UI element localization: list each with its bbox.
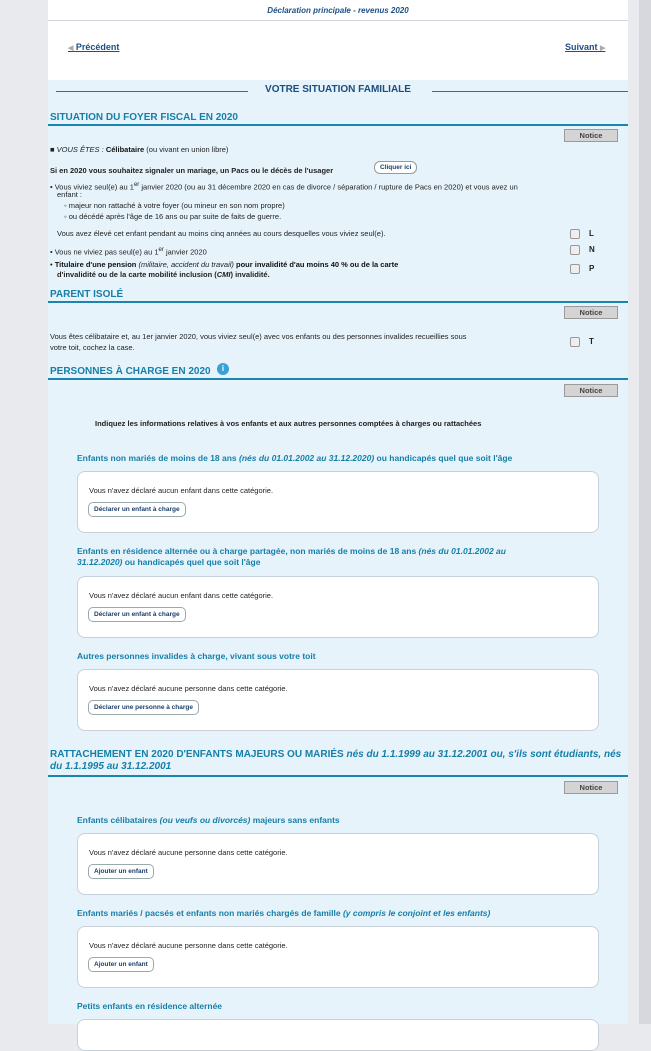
rattachement-divider — [48, 775, 628, 777]
ajouter-enfant-button[interactable]: Ajouter un enfant — [88, 864, 154, 879]
triangle-right-icon: ▶ — [600, 45, 606, 52]
sub-item-decede: ◦ ou décédé après l'âge de 16 ans ou par suite de faits de guerre. — [64, 212, 282, 221]
signal-text: Si en 2020 vous souhaitez signaler un mariage, un Pacs ou le décès de l'usager — [50, 166, 334, 175]
rattachement-title-a: RATTACHEMENT EN 2020 D'ENFANTS MAJEURS OU MARIÉS — [50, 749, 347, 760]
previous-label: Précédent — [75, 42, 120, 52]
sub1-text: majeur non rattaché à votre foyer (ou mineur en son nom propre) — [68, 201, 285, 210]
ratt-cat1-a: Enfants célibataires — [77, 815, 160, 825]
pension-italic: (militaire, accident du travail) — [136, 260, 236, 269]
ajouter-enfant-marie-button[interactable]: Ajouter un enfant — [88, 957, 154, 972]
checkbox-L-label: L — [589, 229, 594, 238]
sub2-text: ou décédé après l'âge de 16 ans ou par suite de faits de guerre. — [68, 212, 282, 221]
cat1-a: Enfants non mariés de moins de 18 ans — [77, 453, 240, 463]
checkbox-N-label: N — [589, 245, 595, 254]
next-link[interactable] — [565, 42, 605, 52]
parent-isole-text1: Vous êtes célibataire et, au 1er janvier 2020, vous viviez seul(e) avec vos enfants ou des personnes invalides recueillies sous — [50, 332, 467, 341]
form-content — [48, 80, 628, 1024]
card-celibataires — [77, 833, 599, 895]
bullet1-text-a: Vous viviez seul(e) au 1 — [54, 182, 134, 192]
cat1-b: ou handicapés quel que soit l'âge — [374, 453, 513, 463]
bullet2-text-a: Vous ne viviez pas seul(e) au 1 — [54, 247, 159, 257]
parent-isole-divider — [48, 301, 628, 303]
foyer-divider — [48, 124, 628, 126]
bullet-vivre-seul: • Vous viviez seul(e) au 1er janvier 2020 (ou au 31 décembre 2020 en cas de divorce / séparation / rupture de Pacs en 2020) et vous avez un — [50, 182, 518, 192]
cat-petits-enfants-title: Petits enfants en résidence alternée — [77, 1001, 223, 1011]
ratt-cat1-b: majeurs sans enfants — [250, 815, 340, 825]
vous-etes-line: ■ VOUS ÊTES : Célibataire (ou vivant en union libre) — [50, 145, 229, 154]
pension-line2-b: ) invalidité. — [230, 270, 270, 279]
bullet1-text-c: enfant : — [57, 190, 83, 199]
cat-maries-title — [77, 908, 490, 919]
card-maries — [77, 926, 599, 988]
parent-isole-title: PARENT ISOLÉ — [50, 289, 124, 300]
declaration-title: Déclaration principale - revenus 2020 — [267, 6, 409, 15]
pension-bold1: Titulaire d'une pension — [54, 260, 137, 269]
cat-celibataires-title — [77, 815, 340, 826]
card-invalides — [77, 669, 599, 731]
triangle-left-icon: ◀ — [68, 45, 74, 52]
vous-etes-suffix: (ou vivant en union libre) — [146, 145, 229, 154]
ratt-cat1-i: (ou veufs ou divorcés) — [159, 815, 251, 825]
checkbox-T-label: T — [589, 337, 594, 346]
rattachement-title-i2: du 1.1.1995 au 31.12.2001 — [50, 761, 172, 772]
parent-isole-text2: votre toit, cochez la case. — [50, 343, 135, 352]
cliquer-ici-button[interactable]: Cliquer ici — [374, 161, 417, 174]
declaration-header — [48, 0, 628, 21]
bullet-pension: • Titulaire d'une pension (militaire, accident du travail) pour invalidité d'au moins 40 % ou de la carte — [50, 260, 399, 269]
foyer-title: SITUATION DU FOYER FISCAL EN 2020 — [50, 112, 238, 123]
pension-line2-a: d'invalidité ou de la carte mobilité inclusion ( — [57, 270, 217, 279]
card2-message: Vous n'avez déclaré aucun enfant dans cette catégorie. — [89, 591, 274, 600]
raised-text: Vous avez élevé cet enfant pendant au moins cinq années au cours desquelles vous viviez seul(e). — [57, 229, 386, 238]
cat2-a: Enfants en résidence alternée ou à charge partagée, non mariés de moins de 18 ans — [77, 546, 419, 556]
section-banner — [48, 84, 628, 98]
declarer-enfant-button[interactable]: Déclarer un enfant à charge — [88, 502, 186, 517]
bullet1-sup: er — [133, 182, 140, 188]
declarer-personne-button[interactable]: Déclarer une personne à charge — [88, 700, 199, 715]
pension-bold2: pour invalidité d'au moins 40 % ou de la carte — [236, 260, 399, 269]
declaration-page — [48, 0, 628, 1024]
notice-button-rattachement[interactable]: Notice — [564, 781, 618, 794]
cat2-b: ou handicapés quel que soit l'âge — [122, 557, 261, 567]
rattachement-title — [50, 749, 628, 773]
notice-button-personnes[interactable]: Notice — [564, 384, 618, 397]
ratt-cat2-i: (y compris le conjoint et les enfants) — [342, 908, 491, 918]
personnes-intro: Indiquez les informations relatives à vos enfants et aux autres personnes comptées à charges ou rattachées — [95, 419, 482, 428]
cat2-i1: (nés du 01.01.2002 au — [418, 546, 506, 556]
bullet-pas-seul: • Vous ne viviez pas seul(e) au 1er janvier 2020 — [50, 247, 207, 257]
card-enfants-mineurs — [77, 471, 599, 533]
checkbox-T[interactable] — [570, 337, 580, 347]
vous-etes-prefix: VOUS ÊTES : — [56, 145, 104, 154]
cat-invalides-title: Autres personnes invalides à charge, vivant sous votre toit — [77, 651, 316, 661]
bullet1-text-b: janvier 2020 (ou au 31 décembre 2020 en cas de divorce / séparation / rupture de Pacs en 2020) et vous avez un — [139, 182, 518, 192]
personnes-charge-title: PERSONNES À CHARGE EN 2020 — [50, 366, 211, 377]
pension-line2-i: CMI — [216, 270, 231, 279]
cat-enfants-mineurs-title — [77, 453, 512, 464]
card3-message: Vous n'avez déclaré aucune personne dans cette catégorie. — [89, 684, 288, 693]
cat1-i: (nés du 01.01.2002 au 31.12.2020) — [239, 453, 375, 463]
declarer-enfant-alterne-button[interactable]: Déclarer un enfant à charge — [88, 607, 186, 622]
personnes-charge-divider — [48, 378, 628, 380]
checkbox-N[interactable] — [570, 245, 580, 255]
checkbox-L[interactable] — [570, 229, 580, 239]
rattachement-title-i1: nés du 1.1.1999 au 31.12.2001 ou, s'ils sont étudiants, nés — [346, 749, 622, 760]
info-icon[interactable]: i — [217, 363, 229, 375]
sub-item-majeur: ◦ majeur non rattaché à votre foyer (ou mineur en son nom propre) — [64, 201, 285, 210]
checkbox-P[interactable] — [570, 264, 580, 274]
notice-button-foyer[interactable]: Notice — [564, 129, 618, 142]
previous-link[interactable] — [68, 42, 119, 52]
vous-etes-value: Célibataire — [105, 145, 145, 154]
bullet2-text-b: janvier 2020 — [163, 247, 207, 257]
cat-residence-alternee-title — [77, 546, 597, 568]
ratt-cat2-a: Enfants mariés / pacsés et enfants non mariés chargés de famille — [77, 908, 343, 918]
pension-line2 — [57, 270, 270, 280]
cat2-i2: 31.12.2020) — [77, 557, 123, 567]
card1-message: Vous n'avez déclaré aucun enfant dans cette catégorie. — [89, 486, 274, 495]
bullet2-sup: er — [158, 247, 164, 253]
card-residence-alternee — [77, 576, 599, 638]
window-scrollbar-track[interactable] — [639, 0, 651, 1024]
notice-button-parent[interactable]: Notice — [564, 306, 618, 319]
checkbox-P-label: P — [589, 264, 595, 273]
banner-title: VOTRE SITUATION FAMILIALE — [265, 84, 411, 95]
ratt-card2-message: Vous n'avez déclaré aucune personne dans cette catégorie. — [89, 941, 288, 950]
ratt-card1-message: Vous n'avez déclaré aucune personne dans cette catégorie. — [89, 848, 288, 857]
next-label: Suivant — [565, 42, 598, 52]
